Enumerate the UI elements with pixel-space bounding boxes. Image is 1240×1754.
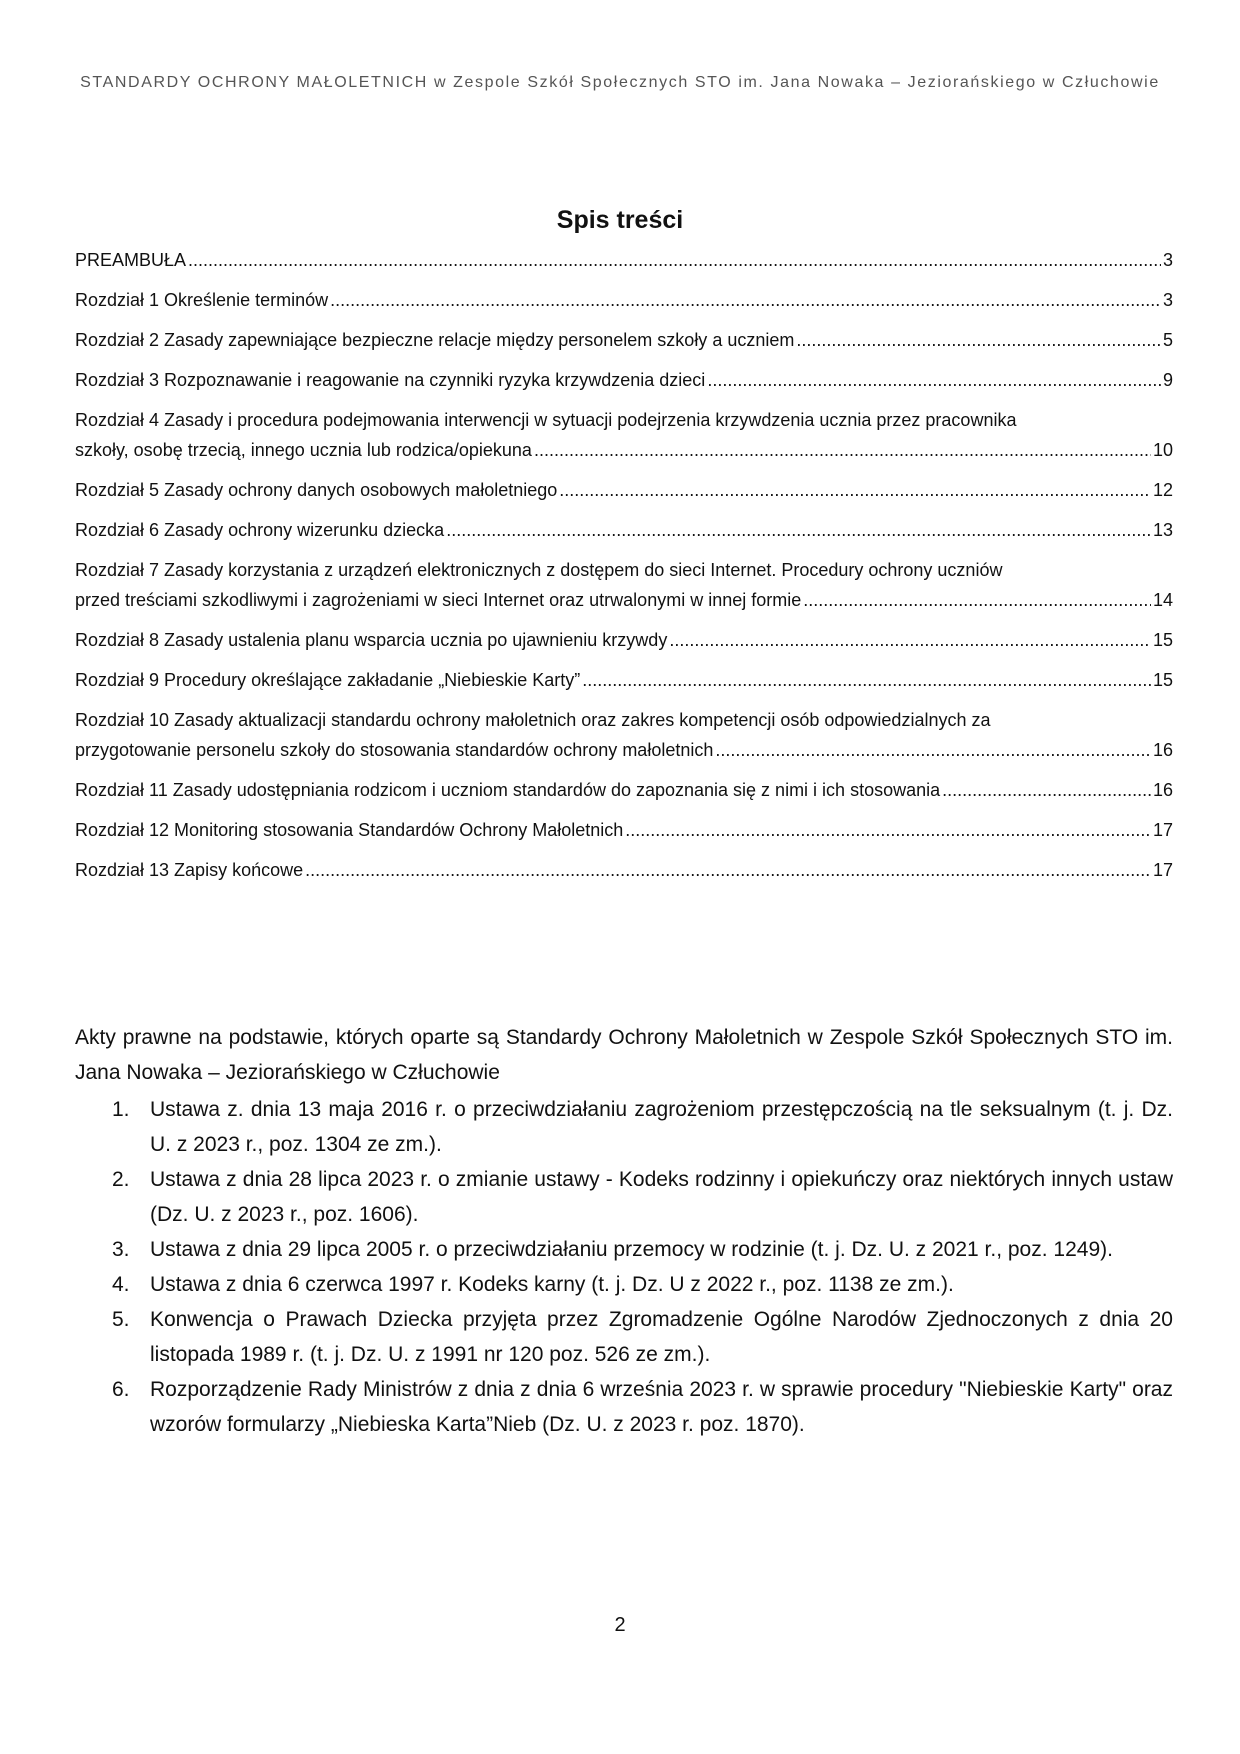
toc-dot-leader [305, 855, 1151, 885]
toc-entry[interactable] [75, 515, 1173, 545]
toc-page-number: 9 [1162, 370, 1173, 390]
toc-entry-text-continued: przygotowanie personelu szkoły do stosowania standardów ochrony małoletnich [75, 740, 714, 760]
legal-act-text: Konwencja o Prawach Dziecka przyjęta przez Zgromadzenie Ogólne Narodów Zjednoczonych z dnia 20 listopada 1989 r. (t. j. Dz. U. z 1991 nr 120 poz. 526 ze zm.). [150, 1308, 1173, 1366]
toc-dot-leader [796, 325, 1161, 355]
legal-acts-intro: Akty prawne na podstawie, których oparte są Standardy Ochrony Małoletnich w Zespole Szkół Społecznych STO im. Jana Nowaka – Jeziorańskiego w Człuchowie [75, 1026, 1173, 1084]
toc-entry[interactable] [75, 245, 1173, 275]
toc-dot-leader [942, 775, 1151, 805]
toc-page-number: 17 [1152, 820, 1173, 840]
legal-act-item [75, 1092, 1173, 1162]
toc-dot-leader [534, 435, 1151, 465]
toc-entry[interactable] [75, 705, 1173, 765]
toc-dot-leader [625, 815, 1151, 845]
toc-entry-text: Rozdział 5 Zasady ochrony danych osobowych małoletniego [75, 480, 558, 500]
toc-entry[interactable] [75, 555, 1173, 615]
toc-page-number: 15 [1152, 670, 1173, 690]
toc-page-number: 3 [1162, 250, 1173, 270]
legal-act-item [75, 1267, 1173, 1302]
legal-act-text: Rozporządzenie Rady Ministrów z dnia z dnia 6 września 2023 r. w sprawie procedury "Niebieskie Karty" oraz wzorów formularzy „Niebieska Karta”Nieb (Dz. U. z 2023 r. poz. 1870). [150, 1378, 1173, 1436]
page-header: STANDARDY OCHRONY MAŁOLETNICH w Zespole Szkół Społecznych STO im. Jana Nowaka – Jeziorańskiego w Człuchowie [80, 74, 1160, 91]
legal-act-number: 6. [112, 1378, 130, 1401]
legal-act-number: 1. [112, 1098, 130, 1121]
toc-entry-text: Rozdział 12 Monitoring stosowania Standardów Ochrony Małoletnich [75, 820, 624, 840]
toc-entry-text: Rozdział 6 Zasady ochrony wizerunku dziecka [75, 520, 445, 540]
page-number: 2 [614, 1614, 626, 1636]
legal-act-text: Ustawa z dnia 29 lipca 2005 r. o przeciwdziałaniu przemocy w rodzinie (t. j. Dz. U. z 2021 r., poz. 1249). [150, 1238, 1113, 1261]
toc-dot-leader [715, 735, 1151, 765]
legal-act-number: 3. [112, 1238, 130, 1261]
toc-entry[interactable] [75, 475, 1173, 505]
toc-entry[interactable] [75, 855, 1173, 885]
toc-page-number: 13 [1152, 520, 1173, 540]
legal-acts-section [75, 1020, 1173, 1442]
toc-entry-text: Rozdział 10 Zasady aktualizacji standardu ochrony małoletnich oraz zakres kompetencji osób odpowiedzialnych za [75, 710, 991, 730]
toc-entry-text: Rozdział 7 Zasady korzystania z urządzeń elektronicznych z dostępem do sieci Internet. Procedury ochrony uczniów [75, 560, 1003, 580]
toc-entry-text: PREAMBUŁA [75, 250, 187, 270]
toc-entry-text: Rozdział 9 Procedury określające zakładanie „Niebieskie Karty” [75, 670, 581, 690]
toc-page-number: 17 [1152, 860, 1173, 880]
toc-entry[interactable] [75, 815, 1173, 845]
toc-page-number: 15 [1152, 630, 1173, 650]
table-of-contents [75, 245, 1173, 885]
legal-act-item [75, 1232, 1173, 1267]
toc-page-number: 16 [1152, 740, 1173, 760]
legal-act-text: Ustawa z. dnia 13 maja 2016 r. o przeciwdziałaniu zagrożeniom przestępczością na tle seksualnym (t. j. Dz. U. z 2023 r., poz. 1304 ze zm.). [150, 1098, 1173, 1156]
toc-entry-text: Rozdział 4 Zasady i procedura podejmowania interwencji w sytuacji podejrzenia krzywdzenia ucznia przez pracownika [75, 410, 1017, 430]
toc-title: Spis treści [556, 206, 684, 234]
toc-dot-leader [582, 665, 1151, 695]
toc-dot-leader [446, 515, 1151, 545]
toc-entry-text: Rozdział 11 Zasady udostępniania rodzicom i uczniom standardów do zapoznania się z nimi i ich stosowania [75, 780, 941, 800]
toc-page-number: 5 [1162, 330, 1173, 350]
toc-entry[interactable] [75, 775, 1173, 805]
toc-dot-leader [559, 475, 1151, 505]
legal-act-text: Ustawa z dnia 28 lipca 2023 r. o zmianie ustawy - Kodeks rodzinny i opiekuńczy oraz niektórych innych ustaw (Dz. U. z 2023 r., poz. 1606). [150, 1168, 1173, 1226]
toc-entry[interactable] [75, 625, 1173, 655]
toc-dot-leader [803, 585, 1151, 615]
toc-entry[interactable] [75, 665, 1173, 695]
legal-acts-list [75, 1092, 1173, 1442]
toc-entry-text: Rozdział 3 Rozpoznawanie i reagowanie na czynniki ryzyka krzywdzenia dzieci [75, 370, 706, 390]
toc-entry-text: Rozdział 8 Zasady ustalenia planu wsparcia ucznia po ujawnieniu krzywdy [75, 630, 668, 650]
legal-act-number: 5. [112, 1308, 130, 1331]
toc-page-number: 14 [1152, 590, 1173, 610]
legal-act-item [75, 1162, 1173, 1232]
legal-act-item [75, 1302, 1173, 1372]
toc-entry[interactable] [75, 285, 1173, 315]
toc-dot-leader [330, 285, 1161, 315]
toc-page-number: 16 [1152, 780, 1173, 800]
toc-dot-leader [669, 625, 1151, 655]
legal-act-text: Ustawa z dnia 6 czerwca 1997 r. Kodeks karny (t. j. Dz. U z 2022 r., poz. 1138 ze zm.). [150, 1273, 954, 1296]
toc-entry-text: Rozdział 13 Zapisy końcowe [75, 860, 304, 880]
toc-entry-text-continued: szkoły, osobę trzecią, innego ucznia lub rodzica/opiekuna [75, 440, 532, 460]
toc-page-number: 12 [1152, 480, 1173, 500]
toc-entry[interactable] [75, 325, 1173, 355]
toc-dot-leader [707, 365, 1161, 395]
toc-dot-leader [188, 245, 1161, 275]
toc-entry-text: Rozdział 1 Określenie terminów [75, 290, 329, 310]
toc-page-number: 3 [1162, 290, 1173, 310]
legal-act-number: 2. [112, 1168, 130, 1191]
toc-entry-text: Rozdział 2 Zasady zapewniające bezpieczne relacje między personelem szkoły a uczniem [75, 330, 795, 350]
toc-entry[interactable] [75, 365, 1173, 395]
legal-act-number: 4. [112, 1273, 130, 1296]
legal-act-item [75, 1372, 1173, 1442]
toc-entry[interactable] [75, 405, 1173, 465]
toc-page-number: 10 [1152, 440, 1173, 460]
toc-entry-text-continued: przed treściami szkodliwymi i zagrożeniami w sieci Internet oraz utrwalonymi w innej formie [75, 590, 802, 610]
